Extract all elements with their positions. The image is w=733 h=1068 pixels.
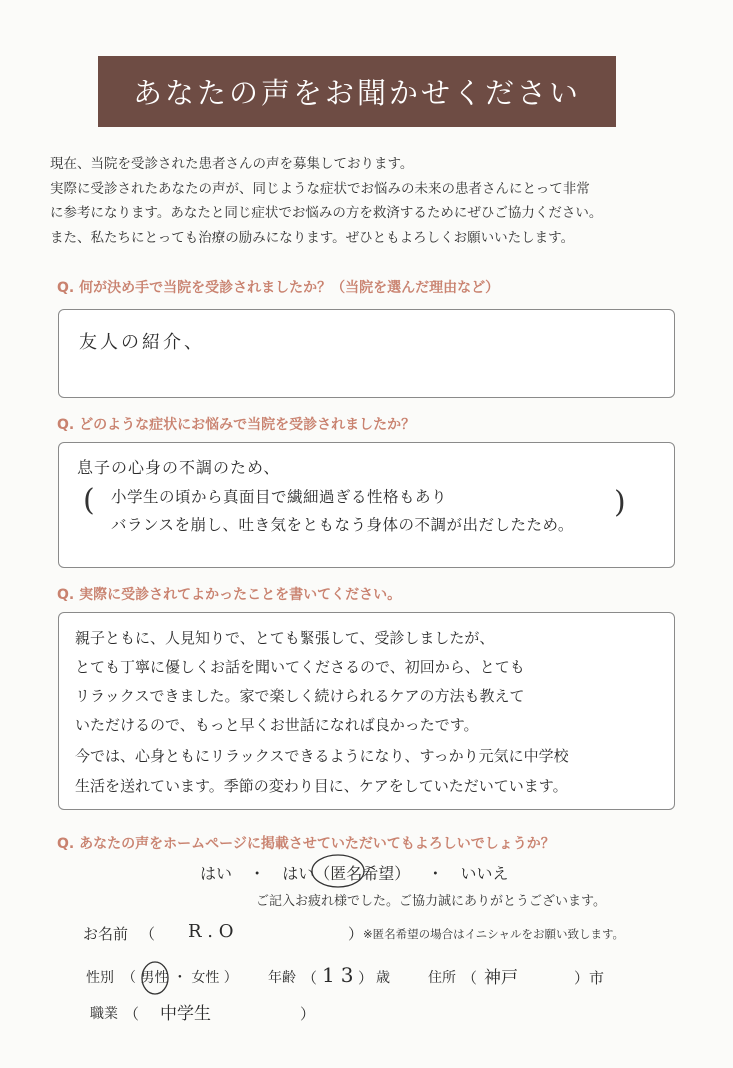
intro-line: に参考になります。あなたと同じ症状でお悩みの方を救済するためにぜひご協力ください。	[50, 205, 603, 221]
answer-box-3[interactable]	[58, 612, 675, 810]
intro-text	[50, 152, 700, 250]
age-label: 年齢	[268, 970, 296, 986]
answer-3-line: とても丁寧に優しくお話を聞いてくださるので、初回から、とても	[75, 658, 525, 676]
intro-line: また、私たちにとっても治療の励みになります。ぜひともよろしくお願いいたします。	[50, 229, 575, 246]
page-title: あなたの声をお聞かせください	[132, 76, 581, 110]
answer-2-line: 小学生の頃から真面目で繊細過ぎる性格もあり	[111, 488, 448, 506]
answer-box-1[interactable]	[58, 309, 675, 398]
choice-separator: ・	[249, 864, 266, 883]
answer-3-line: 親子ともに、人見知りで、とても緊張して、受診しましたが、	[75, 629, 495, 647]
address-label: 住所	[428, 970, 456, 986]
address-value[interactable]: 神戸	[484, 968, 518, 988]
answer-1-line: 友人の紹介、	[79, 332, 205, 353]
paren-open-mark: (	[83, 483, 95, 518]
name-value[interactable]: R . O	[188, 921, 234, 942]
job-label: 職業	[90, 1006, 118, 1022]
question-1: Q. 何が決め手で当院を受診されましたか？（当院を選んだ理由など）	[57, 280, 500, 296]
answer-3-line: 生活を送れています。季節の変わり目に、ケアをしていただいています。	[75, 777, 568, 795]
paren-close: ）	[348, 925, 364, 943]
address-paren-close: ）市	[574, 969, 605, 987]
age-value[interactable]: 13	[322, 963, 360, 987]
answer-2-line: 息子の心身の不調のため、	[77, 458, 281, 477]
age-unit: 歳	[376, 970, 390, 986]
job-value[interactable]: 中学生	[160, 1004, 211, 1024]
option-yes-anonymous[interactable]: はい（匿名希望）	[282, 864, 411, 883]
choice-separator: ・	[427, 864, 444, 883]
question-4: Q. あなたの声をホームページに掲載させていただいてもよろしいでしょうか？	[57, 836, 555, 852]
selection-circle-male	[140, 960, 170, 996]
age-paren-open: （	[302, 969, 318, 987]
intro-line: 実際に受診されたあなたの声が、同じような症状でお悩みの未来の患者さんにとって非常	[50, 180, 590, 197]
name-note: ※匿名希望の場合はイニシャルをお願い致します。	[363, 927, 625, 941]
page-title-banner	[98, 56, 616, 127]
paren-close-mark: )	[614, 485, 626, 520]
answer-3-line: 今では、心身ともにリラックスできるようになり、すっかり元気に中学校	[75, 747, 569, 765]
option-yes[interactable]: はい	[200, 864, 233, 883]
selection-circle-anonymous	[310, 853, 366, 889]
paren-open: （	[140, 925, 156, 943]
answer-3-line: リラックスできました。家で楽しく続けられるケアの方法も教えて	[75, 687, 525, 705]
name-label: お名前	[83, 925, 129, 943]
answer-2-line: バランスを崩し、吐き気をともなう身体の不調が出だしたため。	[111, 516, 574, 534]
option-no[interactable]: いいえ	[460, 864, 509, 883]
job-paren-open: （	[124, 1005, 140, 1023]
gender-label: 性別	[86, 970, 114, 986]
thanks-text: ご記入お疲れ様でした。ご協力誠にありがとうございます。	[256, 894, 606, 909]
answer-box-2[interactable]	[58, 442, 675, 568]
question-3: Q. 実際に受診されてよかったことを書いてください。	[57, 587, 402, 603]
job-paren-close: ）	[300, 1005, 316, 1023]
age-paren-close: ）	[358, 969, 374, 987]
intro-line: 現在、当院を受診された患者さんの声を募集しております。	[50, 156, 414, 172]
answer-3-line: いただけるので、もっと早くお世話になれば良かったです。	[75, 716, 479, 734]
address-paren-open: （	[462, 969, 478, 987]
question-2: Q. どのような症状にお悩みで当院を受診されましたか？	[57, 417, 416, 433]
gender-options[interactable]: （ 男性 ・ 女性 ）	[122, 970, 238, 986]
